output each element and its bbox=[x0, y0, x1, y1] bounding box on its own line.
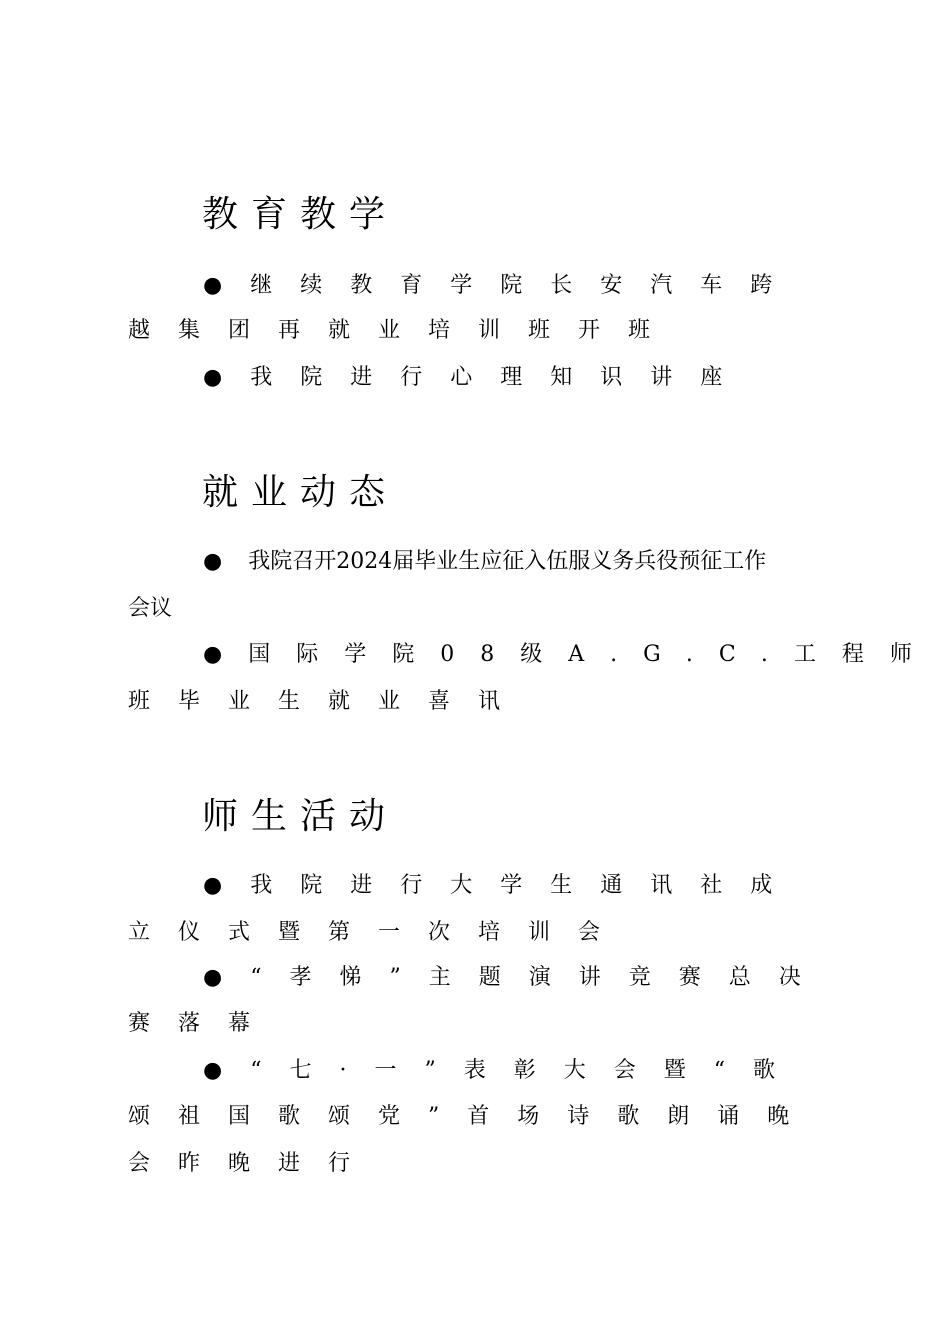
list-item bbox=[203, 547, 766, 577]
bullet-icon: ● bbox=[203, 1058, 251, 1083]
bullet-icon: ● bbox=[203, 273, 251, 298]
item-text-continuation: 立仪式暨第一次培训会 bbox=[128, 920, 629, 945]
bullet-icon: ● bbox=[203, 549, 223, 574]
item-text-continuation: 越集团再就业培训班开班 bbox=[128, 318, 679, 343]
list-item bbox=[203, 640, 938, 670]
item-text-continuation: 赛落幕 bbox=[128, 1011, 279, 1036]
item-text-continuation: 班毕业生就业喜讯 bbox=[128, 689, 529, 714]
section-heading-employment: 就业动态 bbox=[202, 472, 399, 513]
list-item bbox=[203, 1056, 803, 1086]
section-heading-education: 教育教学 bbox=[202, 194, 399, 235]
item-text: 我院进行大学生通讯社成 bbox=[250, 873, 801, 898]
list-item bbox=[203, 363, 750, 393]
item-text-continuation: 颂祖国歌颂党”首场诗歌朗诵晚 bbox=[128, 1104, 818, 1129]
item-text: “七·一”表彰大会暨“歌 bbox=[250, 1058, 803, 1083]
item-text: 国际学院08级A.G.C.工程师 bbox=[248, 642, 938, 667]
list-item bbox=[203, 871, 800, 901]
bullet-icon: ● bbox=[203, 965, 251, 990]
section-heading-activities: 师生活动 bbox=[202, 796, 399, 837]
item-text: 我院召开2024届毕业生应征入伍服义务兵役预征工作 bbox=[248, 549, 767, 574]
item-text: “孝悌”主题演讲竞赛总决 bbox=[250, 965, 829, 990]
item-text: 继续教育学院长安汽车跨 bbox=[250, 273, 801, 298]
item-text-continuation: 会议 bbox=[128, 596, 173, 621]
list-item bbox=[203, 963, 829, 993]
bullet-icon: ● bbox=[203, 365, 251, 390]
item-text-continuation: 会昨晚进行 bbox=[128, 1151, 379, 1176]
bullet-icon: ● bbox=[203, 642, 249, 667]
item-text: 我院进行心理知识讲座 bbox=[250, 365, 751, 390]
list-item bbox=[203, 271, 800, 301]
bullet-icon: ● bbox=[203, 873, 251, 898]
